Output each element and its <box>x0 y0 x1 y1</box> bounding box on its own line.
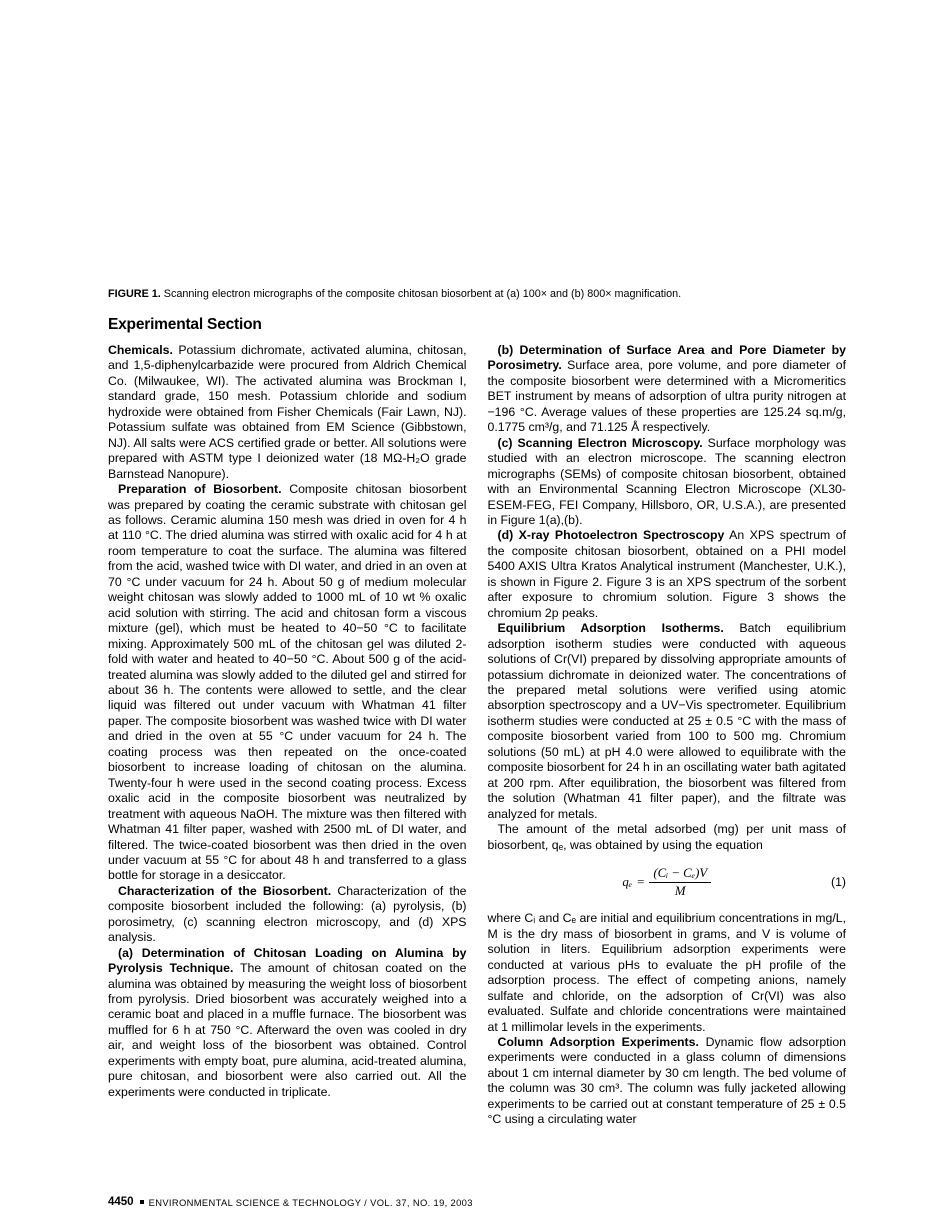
footer-square-icon <box>140 1200 144 1204</box>
run-in-heading: Column Adsorption Experiments. <box>497 1034 699 1049</box>
page-number: 4450 <box>108 1196 134 1208</box>
run-in-heading: Characterization of the Biosorbent. <box>118 883 332 898</box>
run-in-heading: (a) Determination of Chitosan Loading on Alumina by Pyrolysis Technique. <box>108 945 467 976</box>
paragraph-equation-intro: The amount of the metal adsorbed (mg) per unit mass of biosorbent, qₑ, was obtained by using the equation <box>487 822 846 852</box>
paragraph-text: The amount of chitosan coated on the alumina was obtained by measuring the weight loss of biosorbent from pyrolysis. Dried biosorbent was accurately weighed into a ceramic boat and placed in a muffle furnace. The biosorbent was muffled for 6 h at 750 °C. Afterward the oven was cooled in dry air, and weight loss of the biosorbent was obtained. Control experiments with empty boat, pure alumina, acid-treated alumina, pure chitosan, and biosorbent were also carried out. All the experiments were conducted in triplicate. <box>108 961 467 1099</box>
paragraph-text: Batch equilibrium adsorption isotherm studies were conducted with aqueous solutions of Cr(VI) prepared by dissolving appropriate amounts of potassium dichromate in deionized water. The concentrations of the prepared metal solutions were verified using atomic absorption spectroscopy and a UV−Vis spectrometer. Equilibrium isotherm studies were conducted at 25 ± 0.5 °C with the mass of composite biosorbent varied from 100 to 500 mg. Chromium solutions (50 mL) at pH 4.0 were allowed to equilibrate with the composite biosorbent for 24 h in an oscillating water bath agitated at 200 rpm. After equilibration, the biosorbent was filtered from the solution (Whatman 41 filter paper), and the filtrate was analyzed for metals. <box>487 621 846 821</box>
page-content <box>108 288 846 1128</box>
paragraph-text: Characterization of the composite biosorbent included the following: (a) pyrolysis, (b) porosimetry, (c) scanning electron microscopy, and (d) XPS analysis. <box>108 883 467 945</box>
equation-equals: = <box>637 874 645 889</box>
paragraph-sem <box>488 436 847 529</box>
paragraph-text: Composite chitosan biosorbent was prepared by coating the ceramic substrate with chitosan gel as follows. Ceramic alumina 150 mesh was dried in oven for 4 h at 110 °C. The dried alumina was stirred with oxalic acid for 4 h at room temperature to coat the surface. The alumina was filtered from the acid, washed twice with DI water, and dried in an oven at 70 °C under vacuum for 24 h. About 50 g of medium molecular weight chitosan was slowly added to 1000 mL of 10 wt % oxalic acid solution with stirring. The acid and chitosan form a viscous mixture (gel), which must be heated to 40−50 °C to facilitate mixing. Approximately 500 mL of the chitosan gel was diluted 2-fold with water and heated to 40−50 °C. About 500 g of the acid-treated alumina was slowly added to the diluted gel and stirred for about 36 h. The contents were allowed to settle, and the clear liquid was filtered out under vacuum with Whatman 41 filter paper. The composite biosorbent was washed twice with DI water and dried in the oven at 55 °C under vacuum for 24 h. The coating process was then repeated on the once-coated biosorbent to increase loading of chitosan on the alumina. Twenty-four h were used in the second coating process. Excess oxalic acid in the composite biosorbent was neutralized by treatment with aqueous NaOH. The mixture was then filtered with Whatman 41 filter paper, washed with 2500 mL of DI water, and filtered. The twice-coated biosorbent was then dried in the oven under vacuum at 55 °C for about 48 h and transferred to a glass bottle for storage in a desiccator. <box>108 482 467 883</box>
paragraph-characterization <box>108 884 467 946</box>
paragraph-column-adsorption <box>488 1035 847 1128</box>
figure-caption-label: FIGURE 1. <box>108 288 161 300</box>
run-in-heading: Preparation of Biosorbent. <box>118 482 282 497</box>
figure-caption <box>108 288 846 301</box>
paragraph-equation-following: where Cᵢ and Cₑ are initial and equilibrium concentrations in mg/L, M is the dry mass of biosorbent in grams, and V is volume of solution in liters. Equilibrium adsorption experiments were conducted at various pHs to evaluate the pH profile of the adsorption process. The effect of competing anions, namely sulfate and chloride, on the adsorption of Cr(VI) was also evaluated. Sulfate and chloride concentrations were maintained at 1 millimolar levels in the experiments. <box>487 911 847 1034</box>
run-in-heading: (c) Scanning Electron Microscopy. <box>497 435 703 450</box>
paragraph-text: Surface morphology was studied with an electron microscope. The scanning electron micrographs (SEMs) of composite chitosan biosorbent, obtained with an Environmental Scanning Electron Microscope (XL30-ESEM-FEG, FEI Company, Hillsboro, OR, U.S.A.), are presented in Figure 1(a),(b). <box>487 435 846 527</box>
paragraph-porosimetry <box>488 343 847 436</box>
paragraph-equilibrium <box>488 621 847 822</box>
paragraph-xps <box>488 528 847 621</box>
journal-citation: ENVIRONMENTAL SCIENCE & TECHNOLOGY / VOL. 37, NO. 19, 2003 <box>148 1196 473 1208</box>
run-in-heading: (b) Determination of Surface Area and Pore Diameter by Porosimetry. <box>487 343 846 373</box>
paragraph-text: An XPS spectrum of the composite chitosan biosorbent, obtained on a PHI model 5400 AXIS Ultra Kratos Analytical instrument (Manchester, U.K.), is shown in Figure 2. Figure 3 is an XPS spectrum of the sorbent after exposure to chromium solution. Figure 3 shows the chromium 2p peaks. <box>487 528 846 620</box>
paragraph-preparation <box>108 482 467 884</box>
paragraph-chemicals <box>108 343 467 482</box>
paragraph-pyrolysis <box>108 946 467 1101</box>
left-column <box>108 343 467 1100</box>
equation-1 <box>488 866 847 898</box>
right-column <box>488 343 847 1128</box>
run-in-heading: Chemicals. <box>108 343 173 357</box>
paragraph-text: Dynamic flow adsorption experiments were conducted in a glass column of dimensions about 1 cm internal diameter by 30 cm length. The bed volume of the column was 30 cm³. The column was fully jacketed allowing experiments to be carried out at constant temperature of 25 ± 0.5 °C using a circulating water <box>487 1034 846 1127</box>
equation-denominator: M <box>674 883 686 898</box>
equation-fraction <box>649 866 711 898</box>
paragraph-text: Potassium dichromate, activated alumina, chitosan, and 1,5-diphenylcarbazide were procured from Aldrich Chemical Co. (Milwaukee, WI). The activated alumina was Brockman I, standard grade, 150 mesh. Potassium chloride and sodium hydroxide were obtained from Fisher Chemicals (Fair Lawn, NJ). Potassium sulfate was obtained from EM Science (Gibbstown, NJ). All salts were ACS certified grade or better. All solutions were prepared with ASTM type I deionized water (18 MΩ-H₂O grade Barnstead Nanopure). <box>108 343 467 481</box>
equation-numerator: (Cᵢ − Cₑ)V <box>649 866 711 883</box>
run-in-heading: Equilibrium Adsorption Isotherms. <box>497 621 724 636</box>
section-title: Experimental Section <box>108 316 262 333</box>
run-in-heading: (d) X-ray Photoelectron Spectroscopy <box>497 528 725 543</box>
paragraph-text: Surface area, pore volume, and pore diameter of the composite biosorbent were determined with a Micromeritics BET instrument by means of adsorption of ultra purity nitrogen at −196 °C. Average values of these properties are 125.24 sq.m/g, 0.1775 cm³/g, and 71.125 Å respectively. <box>487 358 846 435</box>
equation-lhs: qₑ <box>622 874 633 889</box>
equation-number: (1) <box>830 875 846 890</box>
figure-caption-text: Scanning electron micrographs of the composite chitosan biosorbent at (a) 100× and (b) 800× magnification. <box>160 288 682 300</box>
two-column-body <box>108 343 846 1128</box>
page-footer <box>108 1196 846 1208</box>
